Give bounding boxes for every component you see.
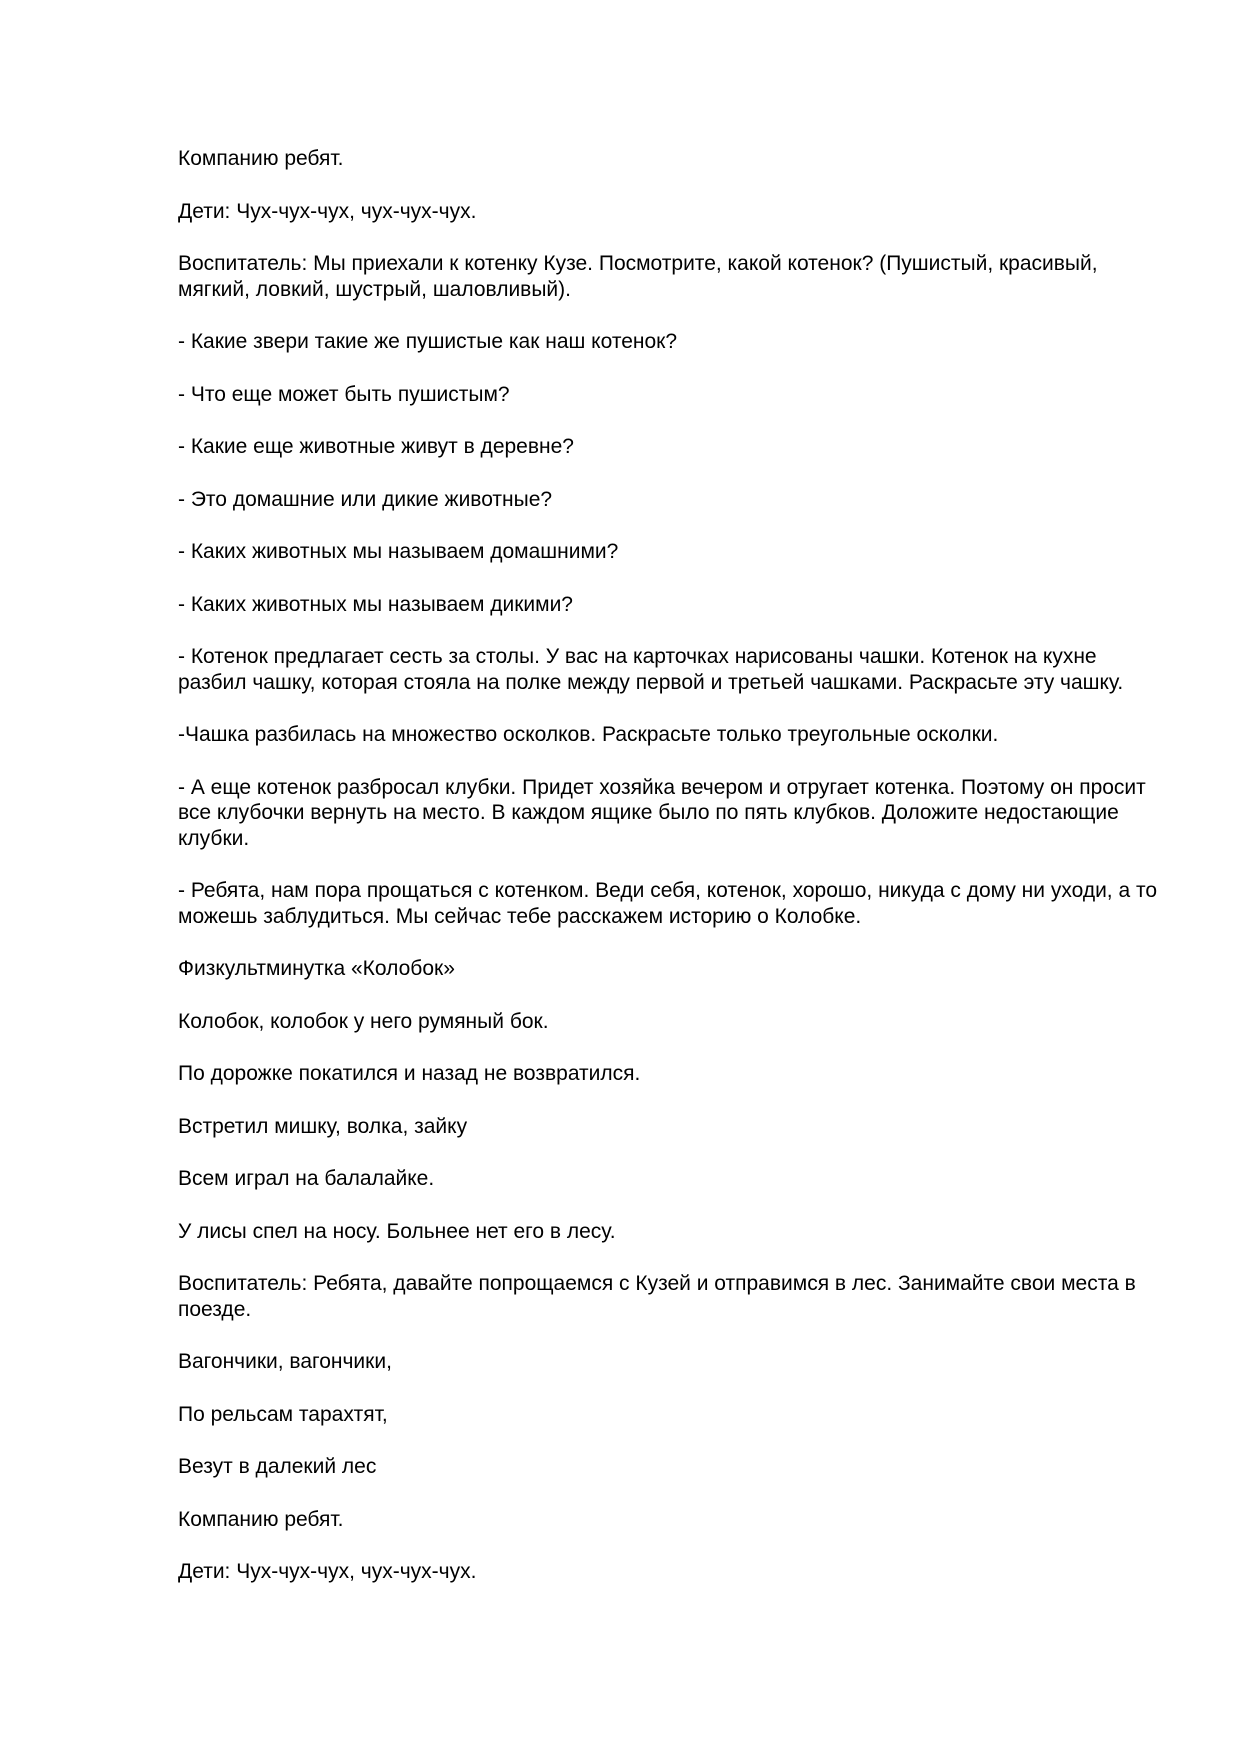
paragraph: - Какие звери такие же пушистые как наш котенок? xyxy=(178,330,678,353)
paragraph: Дети: Чух-чух-чух, чух-чух-чух. xyxy=(178,1560,477,1583)
paragraph: Воспитатель: Ребята, давайте попрощаемся с Кузей и отправимся в лес. Занимайте свои места в поезде. xyxy=(178,1272,1136,1321)
paragraph: -Чашка разбилась на множество осколков. Раскрасьте только треугольные осколки. xyxy=(178,723,999,746)
paragraph: - Каких животных мы называем домашними? xyxy=(178,540,619,563)
paragraph: - Это домашние или дикие животные? xyxy=(178,487,553,511)
paragraph: Воспитатель: Мы приехали к котенку Кузе. Посмотрите, какой котенок? (Пушистый, красивый, мягкий, ловкий, шустрый, шаловливый). xyxy=(178,252,1098,301)
paragraph: - А еще котенок разбросал клубки. Придет хозяйка вечером и отругает котенка. Поэтому он просит все клубочки вернуть на место. В каждом ящике было по пять клубков. Доложите недостающие клубки. xyxy=(178,775,1146,850)
section-heading: Физкультминутка «Колобок» xyxy=(178,957,455,980)
poem-line: Вагончики, вагончики, xyxy=(178,1350,392,1373)
poem-line: Колобок, колобок у него румяный бок. xyxy=(178,1009,549,1033)
paragraph: - Что еще может быть пушистым? xyxy=(178,382,510,406)
paragraph: - Какие еще животные живут в деревне? xyxy=(178,435,574,458)
paragraph: - Ребята, нам пора прощаться с котенком. Веди себя, котенок, хорошо, никуда с дому ни уходи, а то можешь заблудиться. Мы сейчас тебе расскажем историю о Колобке. xyxy=(178,879,1158,928)
poem-line: У лисы спел на носу. Больнее нет его в лесу. xyxy=(178,1219,616,1243)
paragraph: - Котенок предлагает сесть за столы. У вас на карточках нарисованы чашки. Котенок на кухне разбил чашку, которая стояла на полке между первой и третьей чашками. Раскрасьте эту чашку. xyxy=(178,645,1124,694)
paragraph: Дети: Чух-чух-чух, чух-чух-чух. xyxy=(178,199,477,223)
paragraph: - Каких животных мы называем дикими? xyxy=(178,592,573,616)
poem-line: Везут в далекий лес xyxy=(178,1455,377,1478)
poem-line: По рельсам тарахтят, xyxy=(178,1402,388,1426)
poem-line: Встретил мишку, волка, зайку xyxy=(178,1114,468,1138)
poem-line: Всем играл на балалайке. xyxy=(178,1167,435,1190)
poem-line: Компанию ребят. xyxy=(178,1507,344,1531)
paragraph: Компанию ребят. xyxy=(178,147,344,170)
document-body xyxy=(178,146,1168,1612)
poem-line: По дорожке покатился и назад не возвратился. xyxy=(178,1062,641,1085)
